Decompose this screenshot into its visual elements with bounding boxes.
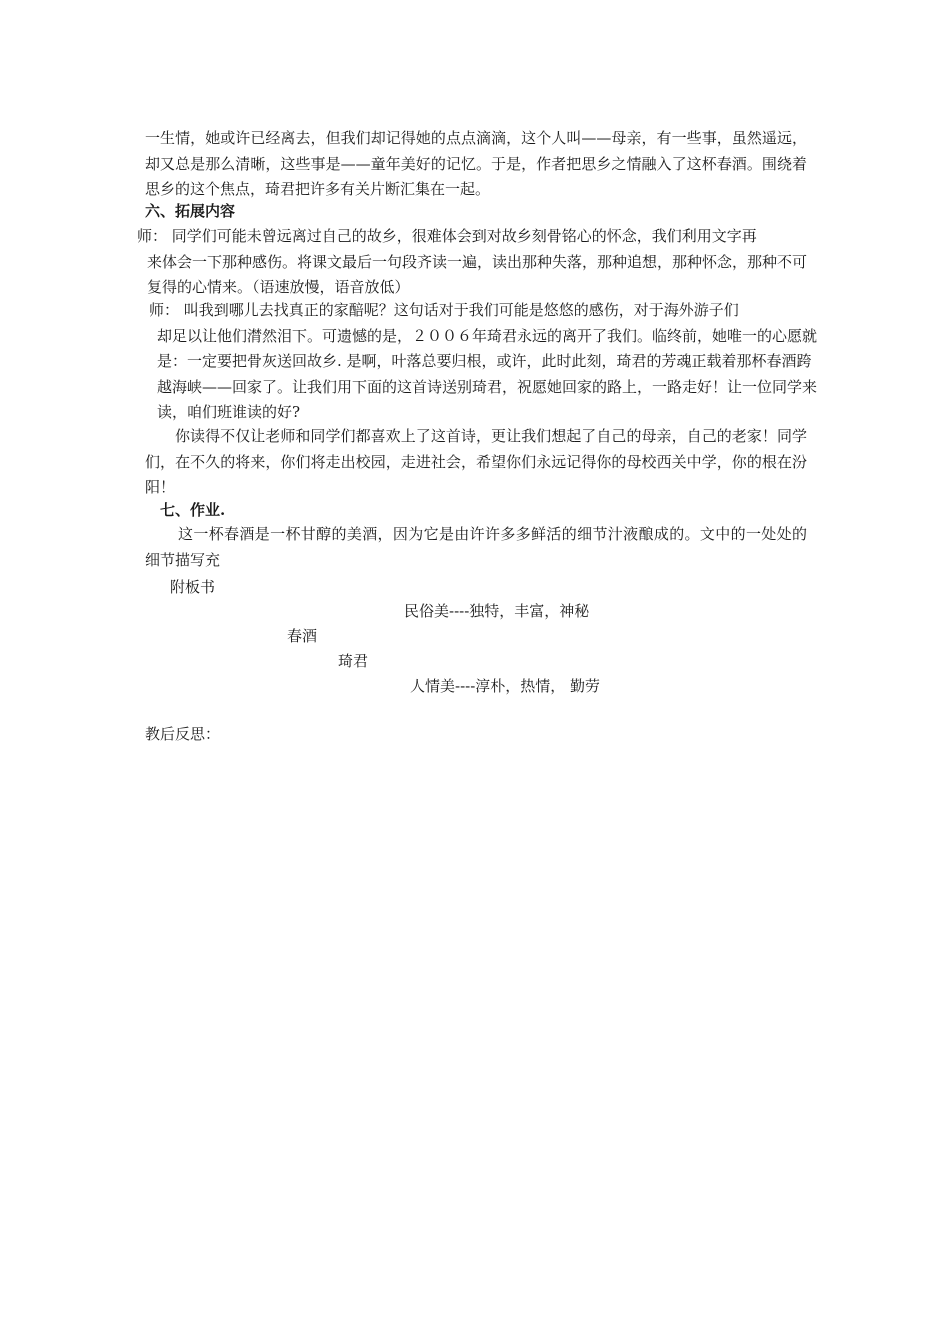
board-human-beauty: 人情美----淳朴，热情， 勤劳 (410, 677, 601, 695)
board-qijun: 琦君 (338, 652, 369, 670)
teacher-remark-1-rest: 来体会一下那种感伤。将课文最后一句段齐读一遍，读出那种失落，那种追想，那种怀念，那种不可复得的心情来。（语速放慢，语音放低） (147, 252, 808, 296)
teacher-remark-2 (141, 298, 817, 426)
teacher-remark-1-lead: 师： 同学们可能未曾远离过自己的故乡，很难体会到对故乡刻骨铭心的怀念，我们利用文字再 (137, 227, 757, 245)
board-folk-beauty: 民俗美----独特，丰富，神秘 (404, 602, 590, 620)
homework-paragraph: 这一杯春酒是一杯甘醇的美酒，因为它是由许许多多鲜活的细节汁液酿成的。文中的一处处的细节描写充 (145, 525, 807, 569)
teacher-remark-2-rest: 却足以让他们潸然泪下。可遗憾的是，２００６年琦君永远的离开了我们。临终前，她唯一的心愿就是：一定要把骨灰送回故乡. 是啊，叶落总要归根，或许，此时此刻，琦君的芳魂正载着那杯春酒跨越海峡——回家了。让我们用下面的这首诗送别琦君，祝愿她回家的路上，一路走好！让一位同学来读，咱们班谁读的好? (157, 326, 818, 421)
board-label: 附板书 (170, 578, 216, 596)
teacher-remark-2-lead: 师： 叫我到哪儿去找真正的家醅呢？这句话对于我们可能是悠悠的感伤，对于海外游子们 (149, 301, 739, 319)
teacher-remark-1 (137, 224, 813, 301)
board-spring-wine: 春酒 (287, 627, 318, 645)
reflection-label: 教后反思： (145, 725, 221, 743)
section-6-heading: 六、拓展内容 (145, 202, 236, 220)
closing-paragraph: 你读得不仅让老师和同学们都喜欢上了这首诗，更让我们想起了自己的母亲，自己的老家！同学们，在不久的将来，你们将走出校园，走进社会，希望你们永远记得你的母校西关中学，你的根在汾阳！ (145, 427, 807, 496)
section-7-heading: 七、作业. (160, 501, 226, 519)
intro-paragraph: 一生情，她或许已经离去，但我们却记得她的点点滴滴，这个人叫——母亲，有一些事，虽然遥远，却又总是那么清晰，这些事是——童年美好的记忆。于是，作者把思乡之情融入了这杯春酒。围绕着思乡的这个焦点，琦君把许多有关片断汇集在一起。 (145, 129, 807, 198)
